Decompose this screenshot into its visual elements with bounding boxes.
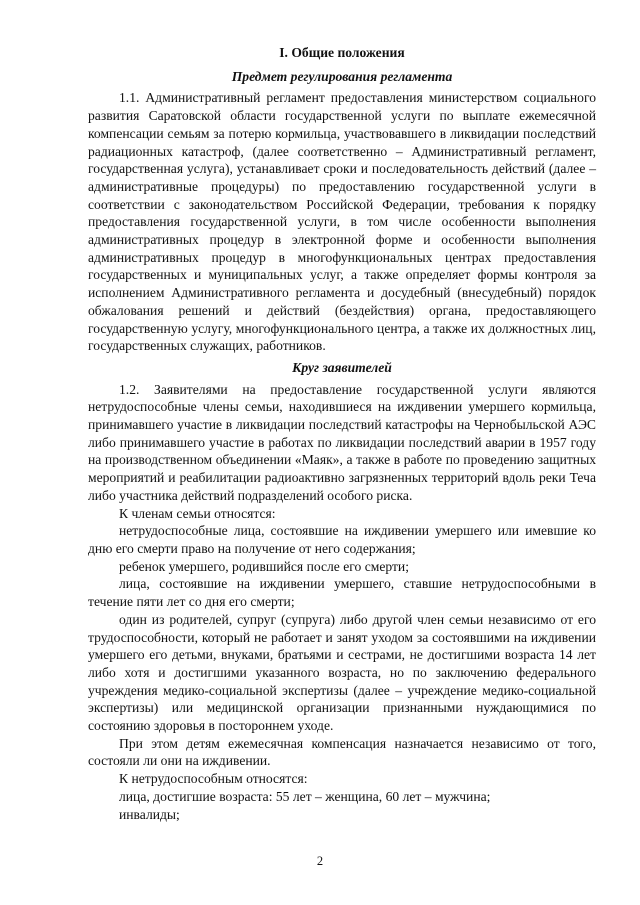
section-title-applicants: Круг заявителей (292, 359, 392, 375)
paragraph-1-2: 1.2. Заявителями на предоставление государственной услуги являются нетрудоспособные члены семьи, находившиеся на иждивении умершего кормильца, принимавшего участие в ликвидации последствий катастрофы на Чернобыльской АЭС либо принимавшего участие в работах по ликвидации последствий аварии в 1957 году на производственном объединении «Маяк», а также в работе по проведению защитных мероприятий и реабилитации радиоактивно загрязненных территорий вдоль реки Теча либо участника действий подразделений особого риска. (88, 381, 596, 503)
paragraph-posthumous-child: ребенок умершего, родившийся после его смерти; (119, 558, 409, 574)
paragraph-dependents: нетрудоспособные лица, состоявшие на иждивении умершего или имевшие ко дню его смерти право на получение от него содержания; (88, 523, 596, 556)
paragraph-1-1: 1.1. Административный регламент предоставления министерством социального развития Саратовской области государственной услуги по выплате ежемесячной компенсации семьям за потерю кормильца, участвовавшего в ликвидации последствий радиационных катастроф, (далее соответственно – Административный регламент, государственная услуга), устанавливает сроки и последовательность действий (далее – административные процедуры) по предоставлению государственной услуги в соответствии с законодательством Российской Федерации, требования к порядку предоставления государственной услуги, в том числе особенности выполнения административных процедур в электронной форме и особенности выполнения административных процедур в многофункциональных центрах предоставления государственных и муниципальных услуг, а также определяет формы контроля за исполнением Административного регламента и досудебный (внесудебный) порядок обжалования решений и действий (бездействия) органа, предоставляющего государственную услугу, многофункционального центра, а также их должностных лиц, государственных служащих, работников. (88, 90, 596, 354)
document-page (88, 44, 596, 823)
paragraph-disabled-intro: К нетрудоспособным относятся: (119, 771, 308, 787)
paragraph-invalids: инвалиды; (119, 806, 180, 822)
paragraph-became-disabled: лица, состоявшие на иждивении умершего, ставшие нетрудоспособными в течение пяти лет со дня его смерти; (88, 576, 596, 610)
section-title-subject: Предмет регулирования регламента (231, 68, 453, 84)
page-number: 2 (316, 854, 324, 868)
paragraph-family-members-intro: К членам семьи относятся: (119, 505, 276, 521)
paragraph-children-compensation: При этом детям ежемесячная компенсация назначается независимо от того, состояли ли они на иждивении. (88, 735, 596, 769)
chapter-title: I. Общие положения (279, 45, 405, 60)
paragraph-age-criteria: лица, достигшие возраста: 55 лет – женщина, 60 лет – мужчина; (119, 788, 491, 804)
paragraph-caregiver: один из родителей, супруг (супруга) либо другой член семьи независимо от его трудоспособности, который не работает и занят уходом за состоявшими на иждивении умершего его детьми, внуками, братьями и сестрами, не достигшими возраста 14 лет либо хотя и достигшими указанного возраста, но по заключению федерального учреждения медико-социальной экспертизы (далее – учреждение медико-социальной экспертизы) или медицинской организации признанными нуждающимися по состоянию здоровья в постороннем уходе. (88, 611, 596, 734)
